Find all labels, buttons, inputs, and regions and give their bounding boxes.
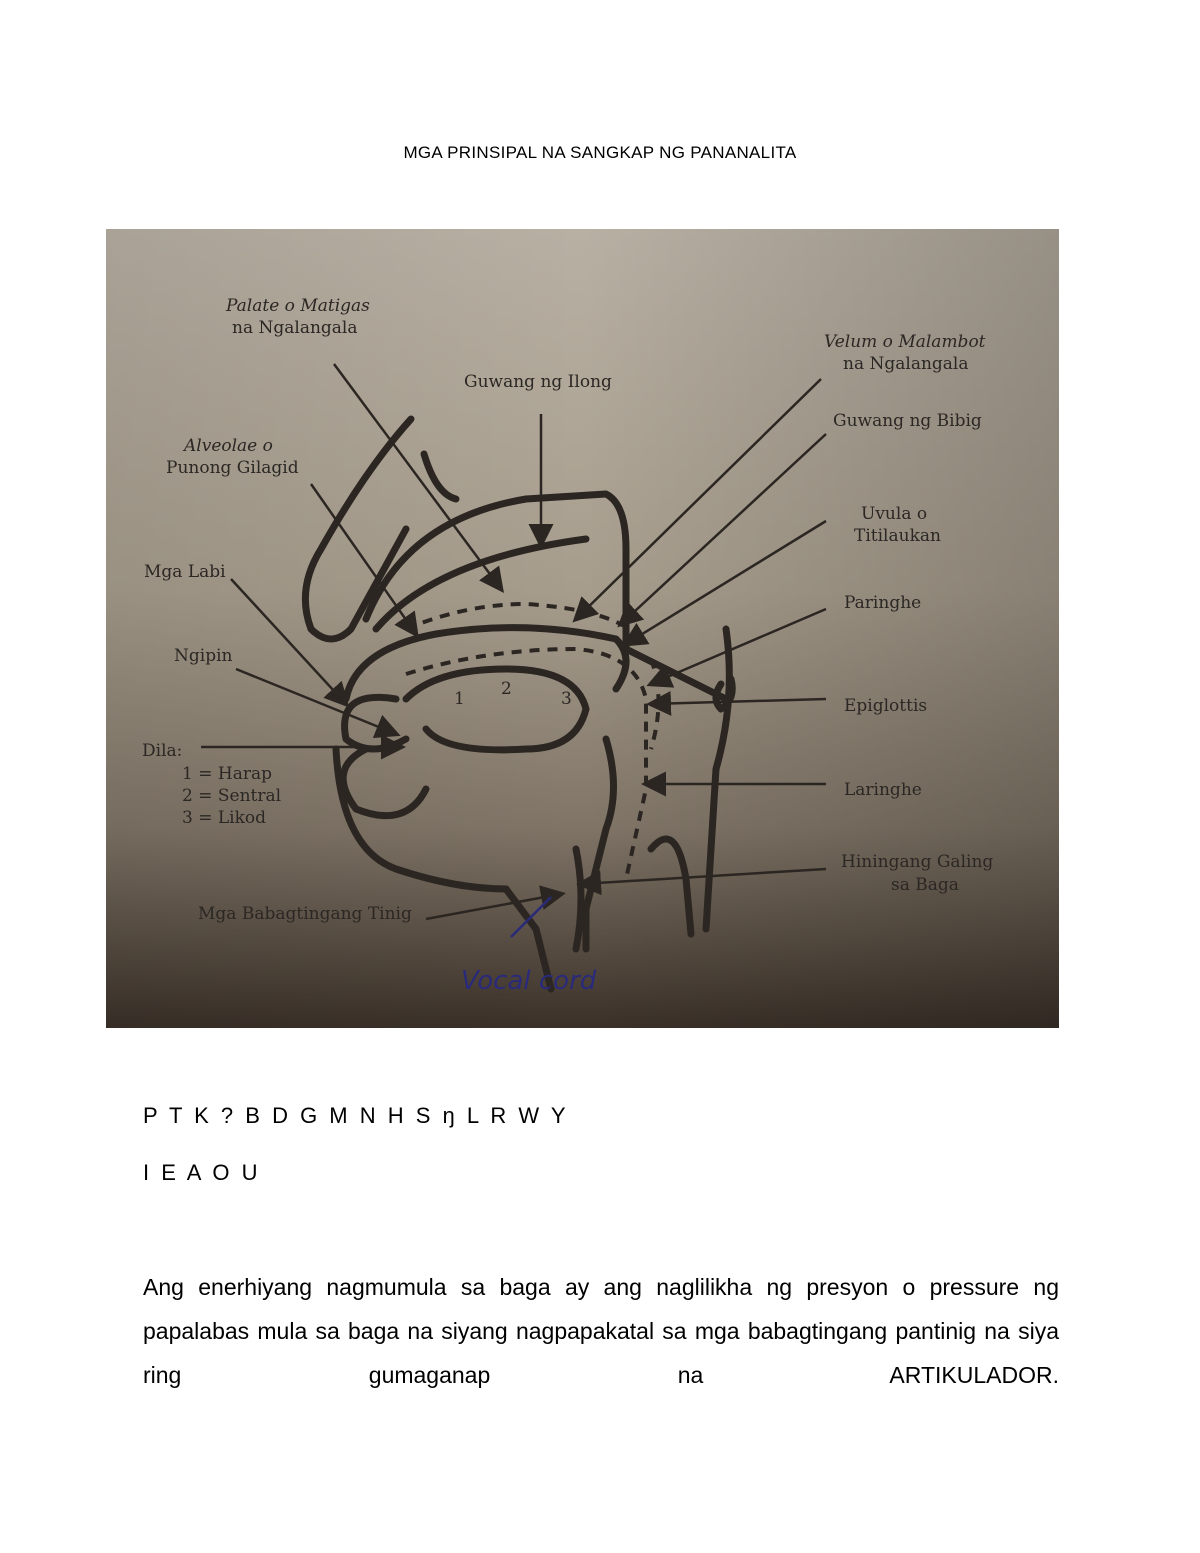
label-breath-line1: Hiningang Galing bbox=[841, 852, 994, 872]
vocal-tract-diagram bbox=[106, 229, 1059, 1028]
vowel-list: I E A O U bbox=[143, 1160, 261, 1185]
label-breath-line2: sa Baga bbox=[891, 875, 959, 895]
label-alveolar-line2: Punong Gilagid bbox=[166, 458, 299, 478]
label-velum-line2: na Ngalangala bbox=[843, 354, 969, 374]
label-nasal-cavity: Guwang ng Ilong bbox=[464, 372, 612, 392]
label-uvula-line2: Titilaukan bbox=[854, 526, 941, 546]
consonant-list: P T K ? B D G M N H S ŋ L R W Y bbox=[143, 1103, 569, 1128]
body-paragraph: Ang enerhiyang nagmumula sa baga ay ang naglilikha ng presyon o pressure ng papalabas mula sa baga na siyang nagpapakatal sa mga babagtingang pantinig na siya ring gumaganap na ARTIKULADOR. bbox=[143, 1274, 1059, 1388]
label-velum-line1: Velum o Malambot bbox=[824, 332, 986, 352]
label-oral-cavity: Guwang ng Bibig bbox=[833, 411, 982, 431]
label-lips: Mga Labi bbox=[144, 562, 226, 582]
tongue-number-2: 2 bbox=[501, 679, 512, 699]
label-palate-line2: na Ngalangala bbox=[232, 318, 358, 338]
tongue-number-3: 3 bbox=[561, 689, 572, 709]
label-uvula-line1: Uvula o bbox=[861, 504, 928, 524]
document-title: MGA PRINSIPAL NA SANGKAP NG PANANALITA bbox=[403, 143, 797, 162]
label-pharynx: Paringhe bbox=[844, 593, 922, 613]
label-tongue-back: 3 = Likod bbox=[182, 808, 267, 828]
label-tongue: Dila: bbox=[142, 741, 183, 761]
label-palate-line1: Palate o Matigas bbox=[226, 296, 370, 316]
label-vocal-folds: Mga Babagtingang Tinig bbox=[198, 904, 412, 924]
label-teeth: Ngipin bbox=[174, 646, 233, 666]
label-tongue-central: 2 = Sentral bbox=[182, 786, 282, 806]
label-alveolar-line1: Alveolae o bbox=[184, 436, 273, 456]
handwritten-vocal-cord: Vocal cord bbox=[461, 966, 597, 996]
label-tongue-front: 1 = Harap bbox=[182, 764, 272, 784]
tongue-number-1: 1 bbox=[454, 689, 465, 709]
label-epiglottis: Epiglottis bbox=[844, 696, 928, 716]
label-larynx: Laringhe bbox=[844, 780, 922, 800]
